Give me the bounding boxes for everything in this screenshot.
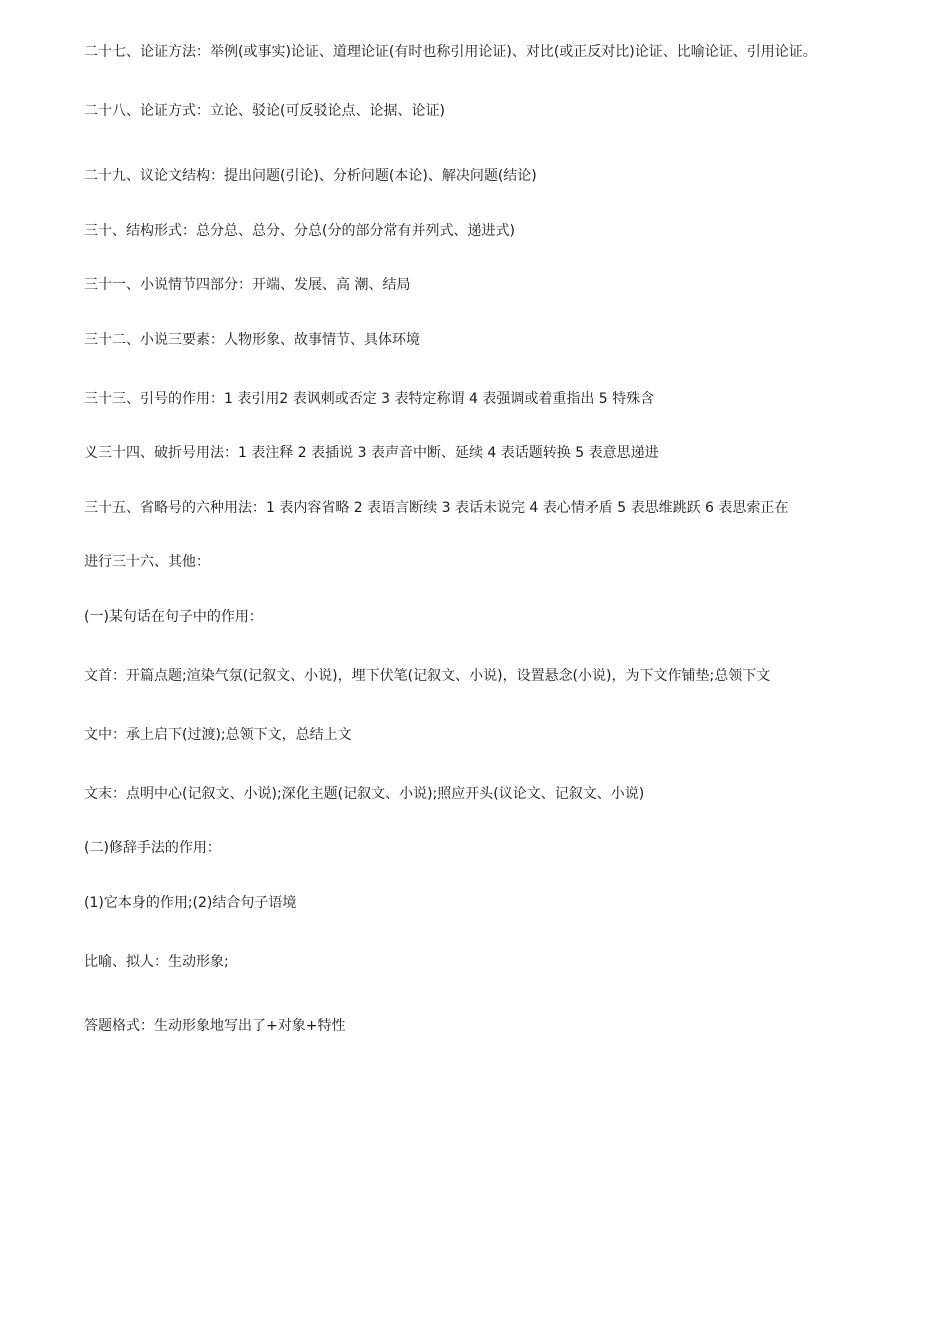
text-line-answer-format: 答题格式：生动形象地写出了+对象+特性 bbox=[84, 1018, 346, 1034]
text-line-rhetoric-function: (1)它本身的作用;(2)结合句子语境 bbox=[84, 895, 297, 911]
text-line-34: 义三十四、破折号用法：1 表注释 2 表插说 3 表声音中断、延续 4 表话题转换 5 表意思递进 bbox=[84, 445, 659, 461]
text-line-29: 二十九、议论文结构：提出问题(引论)、分析问题(本论)、解决问题(结论) bbox=[84, 168, 537, 184]
text-line-33: 三十三、引号的作用：1 表引用2 表讽刺或否定 3 表特定称谓 4 表强调或着重指出 5 特殊含 bbox=[84, 391, 655, 407]
text-line-32: 三十二、小说三要素：人物形象、故事情节、具体环境 bbox=[84, 332, 420, 348]
section-heading-2: (二)修辞手法的作用： bbox=[84, 840, 221, 856]
section-heading-1: (一)某句话在句子中的作用： bbox=[84, 609, 263, 625]
text-line-30: 三十、结构形式：总分总、总分、分总(分的部分常有并列式、递进式) bbox=[84, 223, 515, 239]
text-line-middle: 文中：承上启下(过渡);总领下文，总结上文 bbox=[84, 727, 352, 743]
text-line-end: 文末：点明中心(记叙文、小说);深化主题(记叙文、小说);照应开头(议论文、记叙文、小说) bbox=[84, 786, 645, 802]
text-line-31: 三十一、小说情节四部分：开端、发展、高 潮、结局 bbox=[84, 277, 411, 293]
text-line-metaphor: 比喻、拟人：生动形象; bbox=[84, 954, 229, 970]
text-line-beginning: 文首：开篇点题;渲染气氛(记叙文、小说)，埋下伏笔(记叙文、小说)，设置悬念(小说)，为下文作铺垫;总领下文 bbox=[84, 668, 771, 684]
text-line-36: 进行三十六、其他： bbox=[84, 554, 210, 570]
text-line-27: 二十七、论证方法：举例(或事实)论证、道理论证(有时也称引用论证)、对比(或正反对比)论证、比喻论证、引用论证。 bbox=[84, 44, 817, 60]
text-line-28: 二十八、论证方式：立论、驳论(可反驳论点、论据、论证) bbox=[84, 103, 445, 119]
text-line-35: 三十五、省略号的六种用法：1 表内容省略 2 表语言断续 3 表话未说完 4 表心情矛盾 5 表思维跳跃 6 表思索正在 bbox=[84, 500, 789, 516]
